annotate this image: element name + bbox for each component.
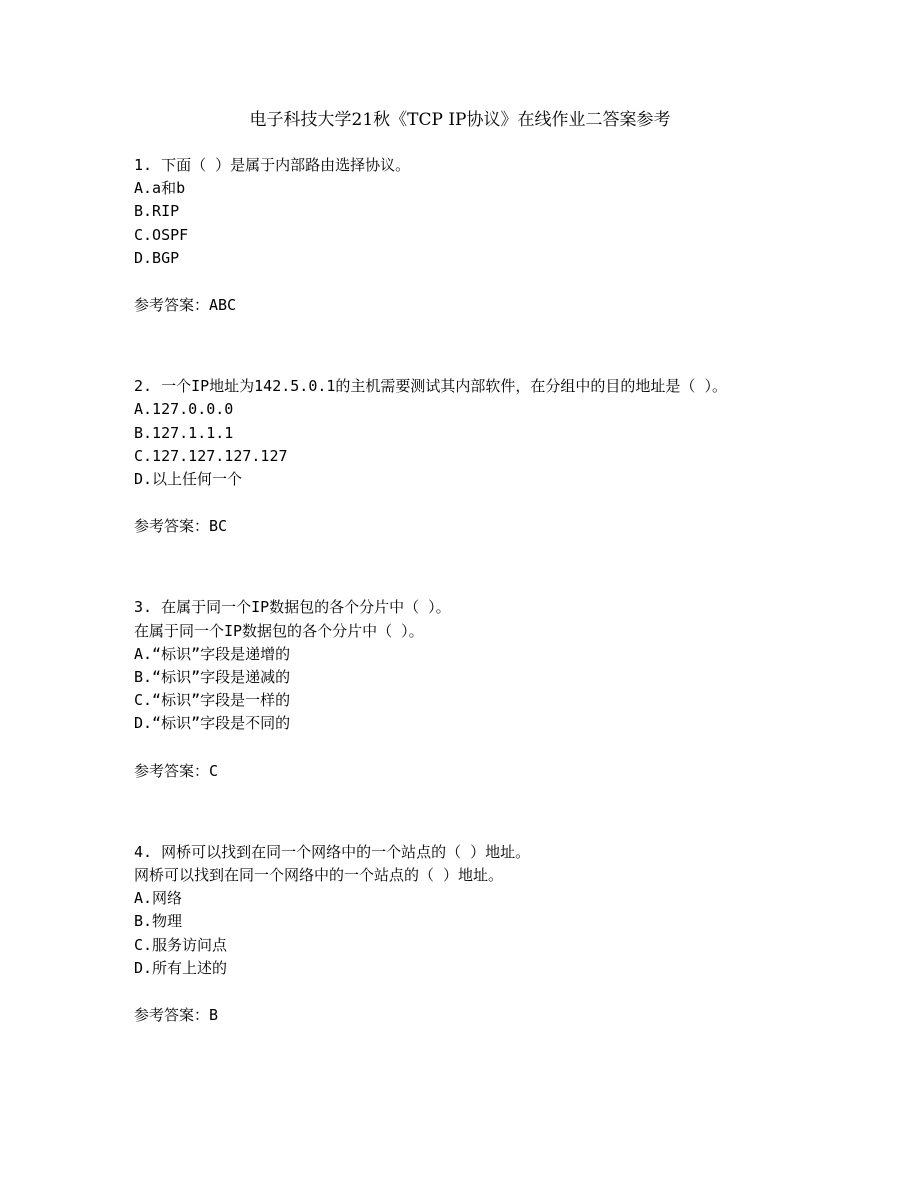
question-3 [134,596,794,782]
option-b: B.RIP [134,202,180,221]
option-b: B.127.1.1.1 [134,423,234,442]
option-c: C.服务访问点 [134,935,228,954]
option-c: C.OSPF [134,225,189,244]
option-d: D.以上任何一个 [134,470,243,489]
reference-answer: 参考答案：BC [134,517,228,536]
reference-answer: 参考答案：B [134,1006,219,1025]
question-1 [134,154,794,317]
option-a: A.a和b [134,179,186,198]
question-list [134,154,794,1027]
question-stem: 3. 在属于同一个IP数据包的各个分片中（ ）。 [134,598,451,617]
document-title: 电子科技大学21秋《TCP IP协议》在线作业二答案参考 [249,110,671,130]
option-b: B.物理 [134,912,183,931]
question-stem: 2. 一个IP地址为142.5.0.1的主机需要测试其内部软件，在分组中的目的地址是（ ）。 [134,377,727,396]
option-b: B.“标识”字段是递减的 [134,668,291,687]
option-d: D.“标识”字段是不同的 [134,714,291,733]
option-c: C.“标识”字段是一样的 [134,691,291,710]
question-stem: 4. 网桥可以找到在同一个网络中的一个站点的（ ）地址。 [134,842,531,861]
reference-answer: 参考答案：ABC [134,296,237,315]
reference-answer: 参考答案：C [134,761,219,780]
option-a: A.“标识”字段是递增的 [134,644,291,663]
option-d: D.所有上述的 [134,958,228,977]
option-a: A.127.0.0.0 [134,400,234,419]
question-stem-repeat: 网桥可以找到在同一个网络中的一个站点的（ ）地址。 [134,866,504,885]
option-a: A.网络 [134,889,183,908]
question-2 [134,375,794,538]
question-stem: 1. 下面（ ）是属于内部路由选择协议。 [134,156,411,174]
question-4 [134,841,794,1027]
question-stem-repeat: 在属于同一个IP数据包的各个分片中（ ）。 [134,621,424,640]
option-c: C.127.127.127.127 [134,446,288,465]
option-d: D.BGP [134,248,180,267]
